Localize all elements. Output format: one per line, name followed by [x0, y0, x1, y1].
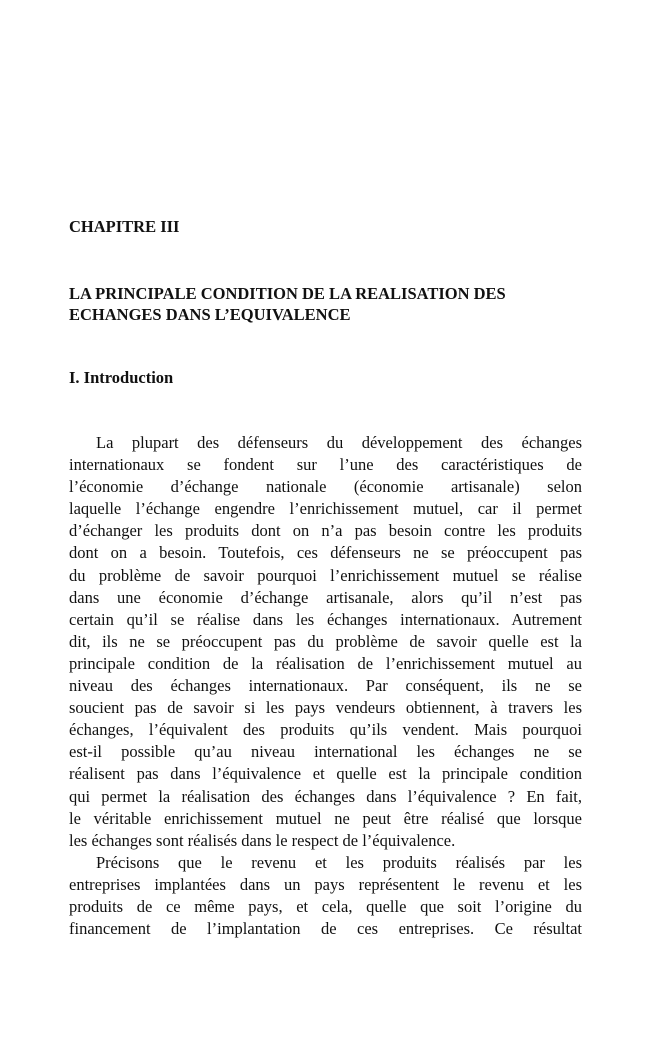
paragraph-line: du problème de savoir pourquoi l’enrichissement mutuel se réalise — [69, 565, 582, 585]
paragraph-line: dit, ils ne se préoccupent pas du problème de savoir quelle est la — [69, 631, 582, 651]
section-heading: I. Introduction — [69, 368, 174, 387]
paragraph-line: d’échanger les produits dont on n’a pas besoin contre les produits — [69, 521, 582, 541]
paragraph-line: certain qu’il se réalise dans les échanges internationaux. Autrement — [69, 609, 582, 629]
paragraph-line: principale condition de la réalisation de l’enrichissement mutuel au — [69, 653, 582, 673]
chapter-title-line: LA PRINCIPALE CONDITION DE LA REALISATION DES — [69, 284, 506, 303]
paragraph-line: financement de l’implantation de ces entreprises. Ce résultat — [69, 919, 582, 939]
paragraph-line: le véritable enrichissement mutuel ne peut être réalisé que lorsque — [69, 808, 582, 828]
paragraph-line: dans une économie d’échange artisanale, alors qu’il n’est pas — [69, 587, 582, 607]
paragraph-line: l’économie d’échange nationale (économie artisanale) selon — [69, 477, 582, 497]
paragraph-line: entreprises implantées dans un pays représentent le revenu et les — [69, 875, 582, 895]
paragraph-line: La plupart des défenseurs du développement des échanges — [96, 433, 582, 452]
body-paragraph — [69, 852, 582, 940]
paragraph-line: les échanges sont réalisés dans le respect de l’équivalence. — [69, 830, 456, 850]
chapter-title-line: ECHANGES DANS L’EQUIVALENCE — [69, 305, 351, 324]
paragraph-line: internationaux se fondent sur l’une des caractéristiques de — [69, 455, 582, 475]
paragraph-line: produits de ce même pays, et cela, quelle que soit l’origine du — [69, 897, 582, 917]
chapter-label: CHAPITRE III — [69, 217, 180, 236]
paragraph-line: laquelle l’échange engendre l’enrichissement mutuel, car il permet — [69, 499, 582, 519]
chapter-title — [69, 283, 582, 325]
paragraph-line: échanges, l’équivalent des produits qu’ils vendent. Mais pourquoi — [69, 720, 582, 740]
paragraph-line: soucient pas de savoir si les pays vendeurs obtiennent, à travers les — [69, 698, 582, 718]
paragraph-line: qui permet la réalisation des échanges dans l’équivalence ? En fait, — [69, 786, 582, 806]
paragraph-line: niveau des échanges internationaux. Par conséquent, ils ne se — [69, 676, 582, 696]
paragraph-line: dont on a besoin. Toutefois, ces défenseurs ne se préoccupent pas — [69, 543, 582, 563]
paragraph-line: Précisons que le revenu et les produits réalisés par les — [96, 853, 582, 872]
paragraph-line: est-il possible qu’au niveau international les échanges ne se — [69, 742, 582, 762]
body-paragraph — [69, 432, 582, 852]
paragraph-line: réalisent pas dans l’équivalence et quelle est la principale condition — [69, 764, 582, 784]
